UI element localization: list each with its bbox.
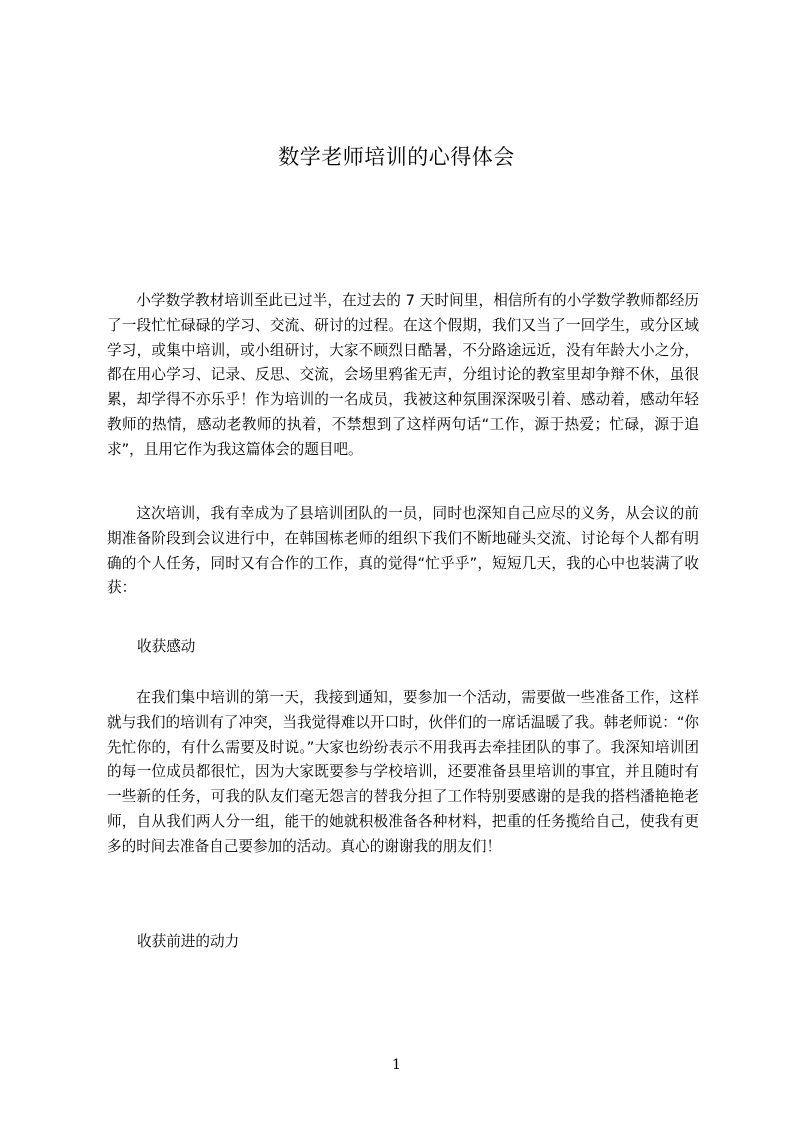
page-number: 1 [392,1057,401,1073]
paragraph-text: 在我们集中培训的第一天，我接到通知，要参加一个活动，需要做一些准备工作，这样就与我们的培训有了冲突，当我觉得难以开口时，伙伴们的一席话温暖了我。韩老师说：“你先忙你的，有什么需要及时说。”大家也纷纷表示不用我再去牵挂团队的事了。我深知培训团的每一位成员都很忙，因为大家既要参与学校培训，还要准备县里培训的事宜，并且随时有一些新的任务，可我的队友们毫无怨言的替我分担了工作特别要感谢的是我的搭档潘艳艳老师，自从我们两人分一组，能干的她就积极准备各种材料，把重的任务揽给自己，使我有更多的时间去准备自己要参加的活动。真心的谢谢我的朋友们！ [107,689,699,855]
section-heading-motivation: 收获前进的动力 [137,933,240,950]
paragraph-text: 这次培训，我有幸成为了县培训团队的一员，同时也深知自己应尽的义务，从会议的前期准备阶段到会议进行中，在韩国栋老师的组织下我们不断地碰头交流、讨论每个人都有明确的个人任务，同时又有合作的工作，真的觉得“忙乎乎”，短短几天，我的心中也装满了收获： [107,505,699,597]
section-heading-gratitude: 收获感动 [137,638,196,655]
document-title: 数学老师培训的心得体会 [278,145,515,169]
paragraph-gratitude [107,686,699,860]
paragraph-training-team [107,502,699,601]
paragraph-text: 小学数学教材培训至此已过半，在过去的 7 天时间里，相信所有的小学数学教师都经历了一段忙忙碌碌的学习、交流、研讨的过程。在这个假期，我们又当了一回学生，或分区域学习，或集中培训，或小组研讨，大家不顾烈日酷暑，不分路途远近，没有年龄大小之分，都在用心学习、记录、反思、交流，会场里鸦雀无声，分组讨论的教室里却争辩不休，虽很累，却学得不亦乐乎！作为培训的一名成员，我被这种氛围深深吸引着、感动着，感动年轻教师的热情，感动老教师的执着，不禁想到了这样两句话“工作，源于热爱；忙碌，源于追求”，且用它作为我这篇体会的题目吧。 [107,292,699,458]
paragraph-intro [107,289,699,463]
